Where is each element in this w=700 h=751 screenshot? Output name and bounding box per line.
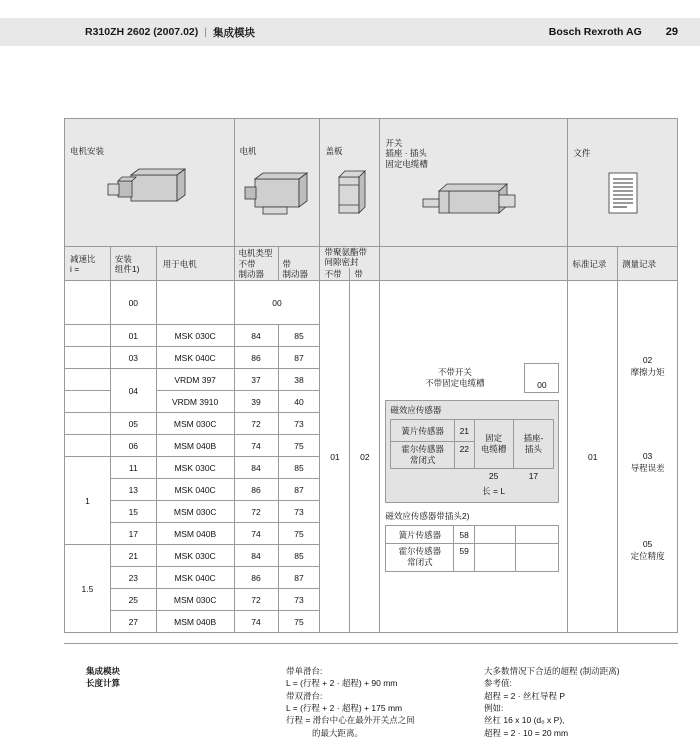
- notes-title-line-2: 长度计算: [86, 678, 121, 689]
- header-separator: |: [204, 26, 207, 38]
- col-header-switch-spacer: [380, 247, 568, 281]
- cell-brake: 85: [278, 545, 320, 567]
- col-header-cover-no: 不带: [320, 268, 349, 280]
- switch-options-inner: [380, 281, 567, 575]
- hall-line-1: 霍尔传感器: [401, 444, 444, 455]
- fixed-cable-cell: [474, 420, 513, 469]
- notes-column-title: [86, 665, 236, 690]
- cell-for-motor: MSK 040C: [156, 347, 234, 369]
- notes-length-line: L = (行程 + 2 · 超程) + 90 mm: [286, 678, 398, 689]
- col-header-mount-kit-label: 安装: [114, 253, 132, 264]
- chapter-title: 集成模块: [212, 26, 255, 39]
- cell-for-motor: MSK 030C: [156, 457, 234, 479]
- col-header-cover-yes: 带: [350, 268, 379, 280]
- switch-options-panel: [380, 281, 568, 633]
- doc-measurement-panel: [618, 281, 678, 633]
- cell-brake: 73: [278, 413, 320, 435]
- notes-length-line: 行程 = 滑台中心在最外开关点之间: [286, 715, 415, 726]
- fixed-cable-length: 长 = L: [482, 486, 506, 497]
- cell-ratio: [65, 391, 111, 413]
- cell-no-brake: 39: [234, 391, 278, 413]
- cell-no-brake: 74: [234, 435, 278, 457]
- plug-line-2: 插头: [524, 444, 542, 455]
- plug-hall-line-2: 常闭式: [407, 557, 433, 568]
- cell-no-brake: 72: [234, 589, 278, 611]
- plug-code: 17: [528, 471, 539, 482]
- col-header-doc-std-label: 标准记录: [572, 258, 607, 269]
- col-header-mount-kit: [110, 247, 156, 281]
- fixed-cable-code: 25: [488, 471, 499, 482]
- notes-length-line: L = (行程 + 2 · 超程) + 175 mm: [286, 702, 403, 713]
- cell-brake: 73: [278, 589, 320, 611]
- doc-meas-code: 05: [642, 539, 653, 550]
- plug-hall-code: 59: [454, 544, 475, 571]
- group-header-cover: [320, 119, 380, 247]
- notes-overtravel-line: 超程 = 2 · 10 = 20 mm: [484, 727, 569, 738]
- column-header-row: [65, 247, 678, 281]
- doc-meas-item: [618, 355, 677, 378]
- no-switch-line-2: 不带固定电缆槽: [425, 378, 485, 389]
- notes-overtravel-line: 大多数情况下合适的超程 (制动距离): [484, 666, 620, 676]
- group-header-docs-label: 文件: [573, 148, 591, 159]
- notes-overtravel-line: 参考值:: [484, 678, 512, 689]
- notes-column-length: [286, 665, 496, 739]
- header-left: [85, 25, 255, 40]
- cell-mount-kit: 13: [110, 479, 156, 501]
- cell-mount-kit: 05: [110, 413, 156, 435]
- cell-no-brake: 84: [234, 545, 278, 567]
- reed-sensor-label: 簧片传感器: [391, 420, 455, 442]
- cell-ratio: [65, 413, 111, 435]
- cell-brake: 75: [278, 435, 320, 457]
- cell-brake: 87: [278, 567, 320, 589]
- hall-sensor-label: [391, 442, 455, 469]
- cell-mount-kit: 11: [110, 457, 156, 479]
- col-header-for-motor: [156, 247, 234, 281]
- plug-hall-line-1: 霍尔传感器: [398, 546, 442, 557]
- cover-icon: [325, 165, 375, 225]
- col-header-brake-word: 制动器: [238, 268, 265, 279]
- col-header-ratio-eq: i =: [70, 263, 80, 274]
- col-header-for-motor-label: 用于电机: [162, 258, 197, 269]
- magnetic-sensor-table: [390, 419, 554, 499]
- notes-length-line: 带单滑台:: [286, 666, 323, 676]
- header-right: [549, 26, 678, 38]
- motor-icon: [237, 165, 317, 225]
- doc-meas-label: 导程误差: [630, 462, 665, 473]
- notes-overtravel-line: 超程 = 2 · 丝杠导程 P: [484, 690, 565, 701]
- cell-for-motor: VRDM 3910: [156, 391, 234, 413]
- cell-mount-kit: 04: [110, 369, 156, 413]
- group-header-cover-label: 盖板: [325, 146, 343, 157]
- col-header-motor-type: 电机类型: [238, 248, 273, 259]
- notes-title-line-1: 集成模块: [86, 666, 121, 676]
- cell-no-brake: 86: [234, 479, 278, 501]
- cell-ratio: 1.5: [65, 545, 111, 633]
- cell-mount-kit: 06: [110, 435, 156, 457]
- switch-header-line-1: 开关: [385, 137, 403, 148]
- magnetic-sensor-title: 磁效应传感器: [390, 405, 442, 416]
- plug-socket-cell: [513, 420, 554, 469]
- col-header-cover-gap: 间隙密封: [324, 257, 359, 268]
- no-switch-line-1: 不带开关: [437, 366, 472, 377]
- col-header-mount-kit-sup: 组件1): [114, 263, 140, 274]
- notes-column-overtravel: [484, 665, 700, 739]
- plug-line-1: 插座-: [523, 433, 544, 444]
- cell-for-motor: MSM 030C: [156, 501, 234, 523]
- notes-overtravel-line: 丝杠 16 x 10 (d₀ x P),: [484, 715, 565, 726]
- cell-for-motor: MSM 030C: [156, 413, 234, 435]
- group-header-docs: [568, 119, 678, 247]
- cell-no-brake: 72: [234, 413, 278, 435]
- cell-cover-yes: 02: [350, 281, 380, 633]
- main-table: [64, 118, 678, 633]
- col-header-ratio: [65, 247, 111, 281]
- col-header-doc-meas-label: 测量记录: [622, 258, 657, 269]
- page-header: [0, 18, 700, 46]
- group-header-motor-mount-label: 电机安装: [70, 146, 105, 157]
- plug-reed-code: 58: [454, 526, 475, 544]
- notes-length-line: 的最大距离。: [286, 727, 363, 738]
- plug-hall-label: [386, 544, 454, 571]
- col-header-no-brake: 不带: [238, 258, 256, 269]
- cell-mount-kit: 21: [110, 545, 156, 567]
- cell-no-brake: 84: [234, 457, 278, 479]
- cell-for-motor: MSK 030C: [156, 325, 234, 347]
- doc-meas-item: [618, 451, 677, 474]
- col-header-motor-type-nobrake: [234, 247, 278, 281]
- cell-for-motor: MSM 040B: [156, 523, 234, 545]
- cell-ratio: [65, 347, 111, 369]
- hall-line-2: 常闭式: [409, 455, 436, 466]
- cell-for-motor: MSK 030C: [156, 545, 234, 567]
- cell-mount-kit: 23: [110, 567, 156, 589]
- table-row: [65, 281, 678, 325]
- cell-brake: 87: [278, 347, 320, 369]
- cell-cover-no: 01: [320, 281, 350, 633]
- cell-brake: 73: [278, 501, 320, 523]
- cell-no-brake: 74: [234, 523, 278, 545]
- cell-ratio: [65, 281, 111, 325]
- col-header-ratio-label: 减速比: [70, 253, 96, 264]
- reed-sensor-code: 21: [454, 420, 474, 442]
- cell-mount-kit: 15: [110, 501, 156, 523]
- cell-brake: 85: [278, 325, 320, 347]
- doc-meas-code: 02: [642, 355, 653, 366]
- cell-for-motor: MSM 040B: [156, 435, 234, 457]
- no-switch-code: 00: [525, 364, 559, 393]
- sensor-with-plug-table: [385, 525, 559, 571]
- cell-mount-kit: 01: [110, 325, 156, 347]
- col-header-doc-std: [568, 247, 618, 281]
- switch-connector-icon: [409, 177, 539, 233]
- cell-brake: 75: [278, 523, 320, 545]
- cell-ratio: 1: [65, 457, 111, 545]
- cell-ratio: [65, 435, 111, 457]
- col-header-motor-type-brake: [278, 247, 320, 281]
- document-icon: [599, 167, 647, 223]
- cell-no-brake: 84: [234, 325, 278, 347]
- page-number: 29: [665, 26, 678, 38]
- bottom-rule: [64, 643, 678, 644]
- group-header-motor-mount: [65, 119, 235, 247]
- switch-header-line-2: 插座 · 插头: [385, 148, 427, 159]
- col-header-with-brake-2: 制动器: [282, 268, 309, 279]
- sensor-with-plug-title: 磁效应传感器带插头2): [385, 511, 470, 522]
- cell-motor-type-00: 00: [234, 281, 320, 325]
- order-code-table: [64, 118, 678, 633]
- doc-number: R310ZH 2602 (2007.02): [85, 26, 199, 38]
- group-header-switch: [380, 119, 568, 247]
- cell-for-motor: MSM 040B: [156, 611, 234, 633]
- col-header-with-brake-1: 带: [282, 258, 292, 269]
- col-header-cover-pu: 带聚氨酯带: [324, 247, 367, 257]
- hall-sensor-code: 22: [454, 442, 474, 469]
- cell-no-brake: 37: [234, 369, 278, 391]
- group-header-motor: [234, 119, 320, 247]
- cell-mount-kit: 17: [110, 523, 156, 545]
- cell-brake: 75: [278, 611, 320, 633]
- cell-mount-kit: 25: [110, 589, 156, 611]
- cell-for-motor: VRDM 397: [156, 369, 234, 391]
- col-header-cover-group: [320, 247, 380, 281]
- cell-ratio: [65, 325, 111, 347]
- group-header-motor-label: 电机: [239, 146, 257, 157]
- cell-no-brake: 86: [234, 567, 278, 589]
- brand-name: Bosch Rexroth AG: [548, 26, 642, 38]
- cell-for-motor: MSM 030C: [156, 589, 234, 611]
- doc-meas-item: [618, 539, 677, 562]
- cell-ratio: [65, 369, 111, 391]
- cell-doc-std: 01: [568, 281, 618, 633]
- fixed-cable-line-2: 电缆槽: [480, 444, 507, 455]
- no-switch-label: [385, 364, 525, 393]
- cell-no-brake: 72: [234, 501, 278, 523]
- cell-for-motor: [156, 281, 234, 325]
- cell-mount-kit: 00: [110, 281, 156, 325]
- group-header-switch-label: [380, 132, 567, 170]
- cell-mount-kit: 03: [110, 347, 156, 369]
- fixed-cable-line-1: 固定: [485, 433, 503, 444]
- motor-mount-icon: [96, 165, 202, 225]
- cell-no-brake: 86: [234, 347, 278, 369]
- cell-no-brake: 74: [234, 611, 278, 633]
- cell-brake: 40: [278, 391, 320, 413]
- cell-brake: 85: [278, 457, 320, 479]
- no-switch-table: [385, 363, 559, 393]
- col-header-doc-meas: [618, 247, 678, 281]
- switch-header-line-3: 固定电缆槽: [385, 158, 428, 169]
- cell-brake: 87: [278, 479, 320, 501]
- doc-meas-code: 03: [642, 451, 653, 462]
- cell-mount-kit: 27: [110, 611, 156, 633]
- table-header-band: [65, 119, 678, 247]
- doc-meas-label: 定位精度: [630, 550, 665, 561]
- doc-meas-label: 摩擦力矩: [630, 366, 665, 377]
- plug-reed-label: 簧片传感器: [386, 526, 454, 544]
- cell-brake: 38: [278, 369, 320, 391]
- cell-for-motor: MSK 040C: [156, 479, 234, 501]
- cell-for-motor: MSK 040C: [156, 567, 234, 589]
- notes-overtravel-line: 例如:: [484, 702, 504, 713]
- magnetic-sensor-group: [385, 400, 559, 503]
- notes-length-line: 带双滑台:: [286, 690, 323, 701]
- sensor-with-plug-group: [385, 510, 559, 571]
